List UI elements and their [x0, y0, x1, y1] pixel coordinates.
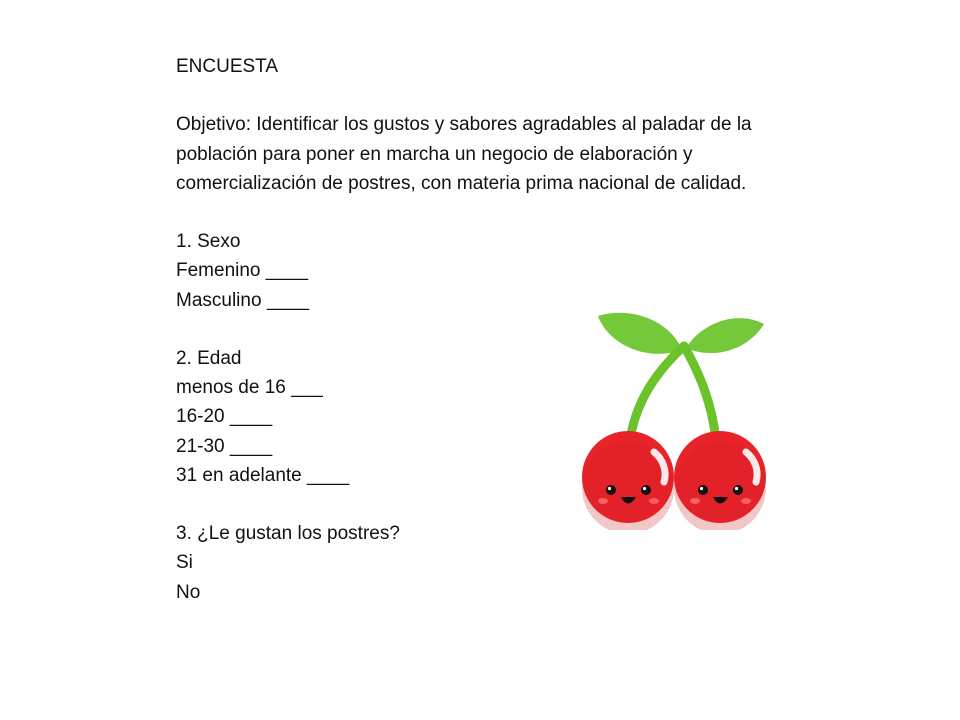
option-femenino: Femenino ____: [176, 260, 309, 282]
option-31-adelante: 31 en adelante ____: [176, 464, 350, 486]
left-leaf: [598, 313, 682, 354]
option-menos-16: menos de 16 ___: [176, 377, 323, 399]
option-si: Si: [176, 552, 193, 574]
option-21-30: 21-30 ____: [176, 435, 273, 457]
question-postres: 3. ¿Le gustan los postres?: [176, 523, 400, 545]
spacer: [176, 81, 816, 110]
question-sexo: 1. Sexo: [176, 231, 241, 253]
smiling-cherries-icon: [578, 300, 808, 530]
right-stem: [684, 346, 716, 440]
survey-title: ENCUESTA: [176, 56, 279, 77]
right-cherry: [674, 431, 766, 530]
option-no: No: [176, 581, 201, 603]
option-masculino: Masculino ____: [176, 289, 310, 311]
left-cherry: [582, 431, 674, 530]
right-leaf: [686, 318, 764, 353]
spacer: [176, 198, 816, 227]
left-stem: [630, 346, 684, 440]
question-edad: 2. Edad: [176, 347, 242, 369]
option-16-20: 16-20 ____: [176, 406, 273, 428]
survey-objective: Objetivo: Identificar los gustos y sabores agradables al paladar de la población para poner en marcha un negocio de elaboración y comercialización de postres, con materia prima nacional de calidad.: [176, 114, 752, 194]
